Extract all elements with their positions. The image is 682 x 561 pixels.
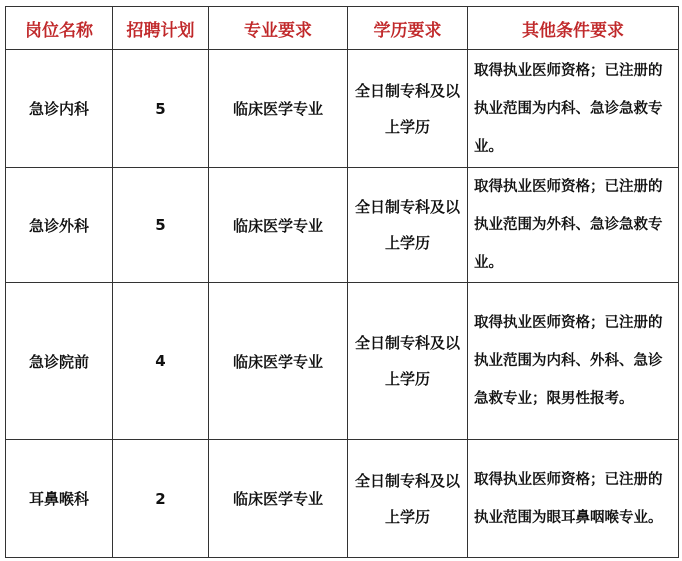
header-row [6, 7, 679, 50]
cell-major: 临床医学专业 [209, 168, 348, 283]
cell-count: 5 [113, 168, 209, 283]
cell-other: 取得执业医师资格；已注册的执业范围为内科、急诊急救专业。 [468, 50, 679, 168]
cell-count: 4 [113, 283, 209, 440]
cell-major: 临床医学专业 [209, 440, 348, 558]
cell-education: 全日制专科及以上学历 [348, 50, 468, 168]
cell-count: 5 [113, 50, 209, 168]
cell-position: 急诊外科 [6, 168, 113, 283]
header-position: 岗位名称 [6, 7, 113, 50]
header-education: 学历要求 [348, 7, 468, 50]
header-count: 招聘计划 [113, 7, 209, 50]
cell-count: 2 [113, 440, 209, 558]
cell-education: 全日制专科及以上学历 [348, 168, 468, 283]
cell-position: 急诊内科 [6, 50, 113, 168]
cell-major: 临床医学专业 [209, 283, 348, 440]
cell-education: 全日制专科及以上学历 [348, 440, 468, 558]
cell-other: 取得执业医师资格；已注册的执业范围为外科、急诊急救专业。 [468, 168, 679, 283]
recruitment-table [5, 6, 679, 558]
cell-other: 取得执业医师资格；已注册的执业范围为眼耳鼻咽喉专业。 [468, 440, 679, 558]
cell-position: 耳鼻喉科 [6, 440, 113, 558]
cell-education: 全日制专科及以上学历 [348, 283, 468, 440]
table-row [6, 168, 679, 283]
table-row [6, 283, 679, 440]
cell-other: 取得执业医师资格；已注册的执业范围为内科、外科、急诊急救专业；限男性报考。 [468, 283, 679, 440]
cell-position: 急诊院前 [6, 283, 113, 440]
header-major: 专业要求 [209, 7, 348, 50]
header-other: 其他条件要求 [468, 7, 679, 50]
table-row [6, 440, 679, 558]
table-row [6, 50, 679, 168]
cell-major: 临床医学专业 [209, 50, 348, 168]
